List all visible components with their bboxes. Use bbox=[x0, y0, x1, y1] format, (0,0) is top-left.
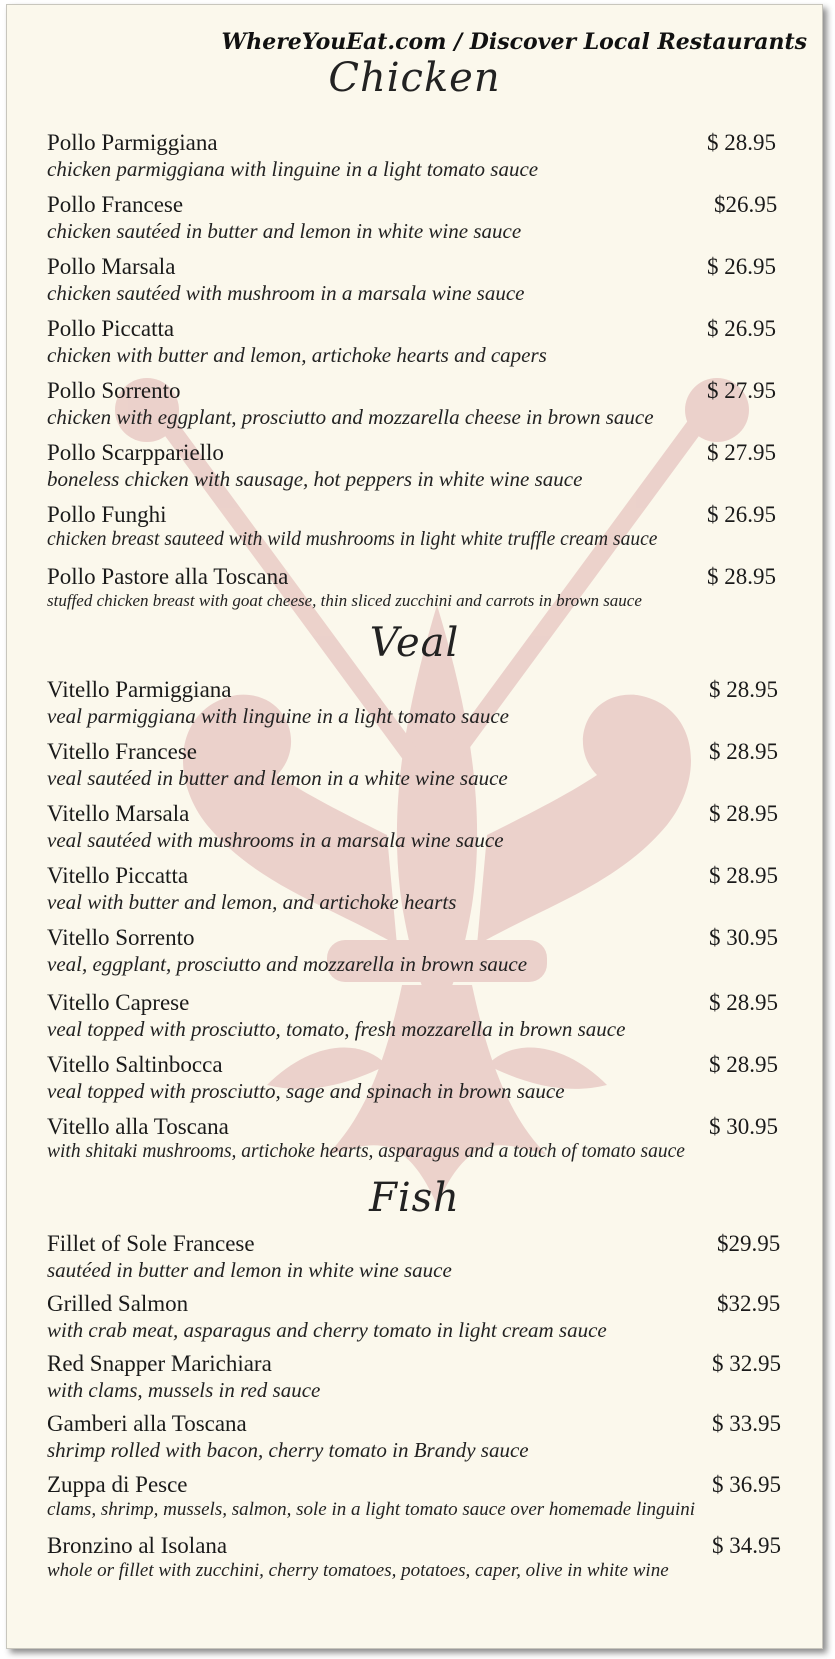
menu-item bbox=[47, 502, 802, 551]
menu-item bbox=[47, 1472, 802, 1521]
item-price: $ 36.95 bbox=[712, 1472, 781, 1497]
item-description: whole or fillet with zucchini, cherry tomatoes, potatoes, caper, olive in white wine bbox=[47, 1560, 669, 1581]
menu-item bbox=[47, 1533, 802, 1582]
item-price: $ 26.95 bbox=[707, 316, 776, 341]
menu-item bbox=[47, 1351, 802, 1403]
menu-item bbox=[47, 564, 802, 611]
item-description: clams, shrimp, mussels, salmon, sole in a light tomato sauce over homemade linguini bbox=[47, 1499, 696, 1520]
item-description: veal topped with prosciutto, tomato, fresh mozzarella in brown sauce bbox=[47, 1017, 626, 1041]
item-price: $26.95 bbox=[714, 192, 778, 217]
item-name: Pollo Funghi bbox=[47, 502, 167, 527]
item-name: Pollo Piccatta bbox=[47, 316, 175, 341]
item-price: $ 26.95 bbox=[707, 254, 776, 279]
item-name: Vitello Francese bbox=[47, 739, 197, 764]
item-price: $ 26.95 bbox=[707, 502, 776, 527]
site-header: WhereYouEat.com / Discover Local Restaurants bbox=[221, 29, 807, 55]
item-description: shrimp rolled with bacon, cherry tomato in Brandy sauce bbox=[47, 1438, 529, 1462]
item-description: chicken with butter and lemon, artichoke hearts and capers bbox=[47, 343, 547, 367]
item-price: $ 28.95 bbox=[709, 677, 778, 702]
item-name: Pollo Sorrento bbox=[47, 378, 181, 403]
item-name: Fillet of Sole Francese bbox=[47, 1231, 255, 1256]
item-price: $ 34.95 bbox=[712, 1533, 781, 1558]
item-price: $ 30.95 bbox=[709, 925, 778, 950]
item-description: veal, eggplant, prosciutto and mozzarella in brown sauce bbox=[47, 952, 528, 976]
item-name: Vitello Sorrento bbox=[47, 925, 195, 950]
menu-item bbox=[47, 1052, 802, 1104]
item-description: sautéed in butter and lemon in white wine sauce bbox=[47, 1258, 452, 1282]
item-name: Vitello Piccatta bbox=[47, 863, 189, 888]
item-name: Red Snapper Marichiara bbox=[47, 1351, 272, 1376]
menu-item bbox=[47, 863, 802, 915]
item-description: boneless chicken with sausage, hot peppers in white wine sauce bbox=[47, 467, 583, 491]
item-name: Pollo Marsala bbox=[47, 254, 176, 279]
item-price: $ 28.95 bbox=[709, 1052, 778, 1077]
item-name: Vitello Caprese bbox=[47, 990, 190, 1015]
item-price: $ 32.95 bbox=[712, 1351, 781, 1376]
item-name: Vitello Saltinbocca bbox=[47, 1052, 223, 1077]
menu-item bbox=[47, 130, 802, 182]
item-description: chicken sautéed in butter and lemon in white wine sauce bbox=[47, 219, 522, 243]
item-description: chicken with eggplant, prosciutto and mozzarella cheese in brown sauce bbox=[47, 405, 654, 429]
item-description: with clams, mussels in red sauce bbox=[47, 1378, 321, 1402]
item-price: $ 28.95 bbox=[709, 801, 778, 826]
menu-item bbox=[47, 1114, 802, 1163]
menu-item bbox=[47, 1411, 802, 1463]
item-name: Pollo Parmiggiana bbox=[47, 130, 218, 155]
menu-item bbox=[47, 378, 802, 430]
item-name: Pollo Pastore alla Toscana bbox=[47, 564, 289, 589]
menu-item bbox=[47, 1231, 802, 1283]
item-price: $ 33.95 bbox=[712, 1411, 781, 1436]
menu-page bbox=[6, 4, 823, 1649]
item-description: with crab meat, asparagus and cherry tomato in light cream sauce bbox=[47, 1318, 607, 1342]
item-name: Vitello Parmiggiana bbox=[47, 677, 232, 702]
item-description: chicken sautéed with mushroom in a marsala wine sauce bbox=[47, 281, 525, 305]
item-price: $ 28.95 bbox=[707, 130, 776, 155]
item-description: veal sautéed with mushrooms in a marsala wine sauce bbox=[47, 828, 504, 852]
menu-item bbox=[47, 254, 802, 306]
menu-item bbox=[47, 440, 802, 492]
item-description: with shitaki mushrooms, artichoke hearts, asparagus and a touch of tomato sauce bbox=[47, 1141, 685, 1162]
item-price: $ 27.95 bbox=[707, 378, 776, 403]
item-description: veal with butter and lemon, and artichoke hearts bbox=[47, 890, 457, 914]
section-title-chicken: Chicken bbox=[328, 55, 501, 101]
item-name: Pollo Scarppariello bbox=[47, 440, 224, 465]
menu-item bbox=[47, 192, 802, 244]
menu-item bbox=[47, 925, 802, 977]
item-price: $ 30.95 bbox=[709, 1114, 778, 1139]
item-price: $ 27.95 bbox=[707, 440, 776, 465]
item-name: Vitello Marsala bbox=[47, 801, 190, 826]
item-name: Vitello alla Toscana bbox=[47, 1114, 229, 1139]
menu-item bbox=[47, 1291, 802, 1343]
item-price: $29.95 bbox=[717, 1231, 781, 1256]
item-price: $ 28.95 bbox=[709, 863, 778, 888]
menu-item bbox=[47, 990, 802, 1042]
item-description: stuffed chicken breast with goat cheese, thin sliced zucchini and carrots in brown sauce bbox=[47, 591, 642, 610]
section-title-veal: Veal bbox=[369, 620, 460, 666]
item-name: Zuppa di Pesce bbox=[47, 1472, 188, 1497]
menu-item bbox=[47, 316, 802, 368]
item-description: chicken breast sauteed with wild mushrooms in light white truffle cream sauce bbox=[47, 529, 658, 550]
item-price: $ 28.95 bbox=[707, 564, 776, 589]
item-description: veal topped with prosciutto, sage and spinach in brown sauce bbox=[47, 1079, 565, 1103]
item-description: chicken parmiggiana with linguine in a light tomato sauce bbox=[47, 157, 539, 181]
item-name: Gamberi alla Toscana bbox=[47, 1411, 247, 1436]
item-name: Bronzino al Isolana bbox=[47, 1533, 228, 1558]
section-title-fish: Fish bbox=[369, 1175, 460, 1221]
menu-item bbox=[47, 739, 802, 791]
item-description: veal parmiggiana with linguine in a light tomato sauce bbox=[47, 704, 509, 728]
item-name: Pollo Francese bbox=[47, 192, 184, 217]
item-description: veal sautéed in butter and lemon in a white wine sauce bbox=[47, 766, 508, 790]
item-name: Grilled Salmon bbox=[47, 1291, 189, 1316]
item-price: $32.95 bbox=[717, 1291, 781, 1316]
menu-item bbox=[47, 677, 802, 729]
item-price: $ 28.95 bbox=[709, 739, 778, 764]
menu-item bbox=[47, 801, 802, 853]
item-price: $ 28.95 bbox=[709, 990, 778, 1015]
